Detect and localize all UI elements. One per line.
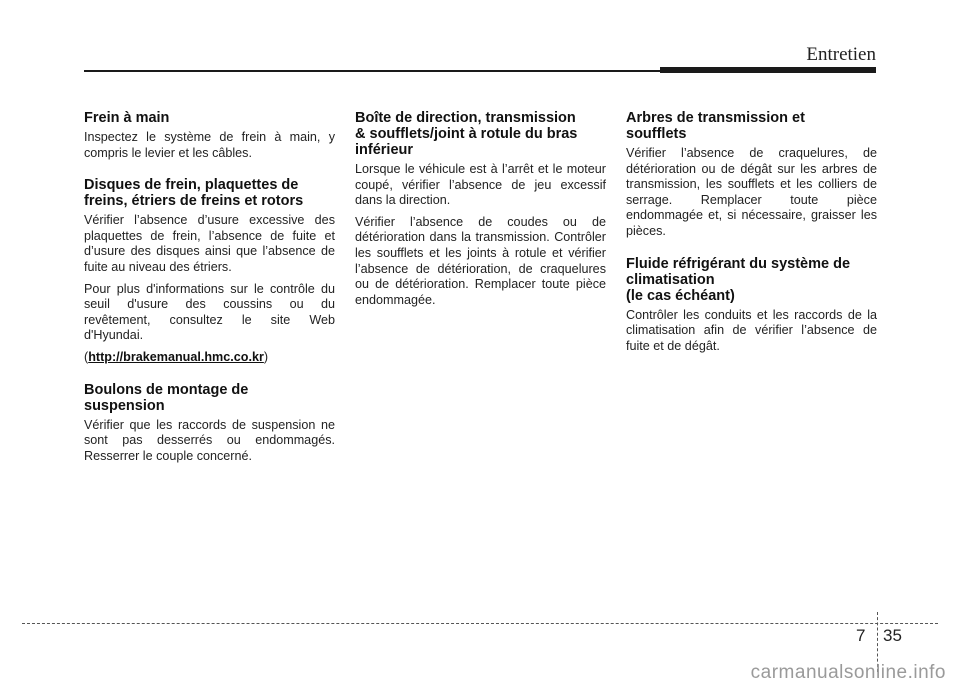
section-paragraph: Inspectez le système de frein à main, y compris le levier et les câbles.: [84, 130, 335, 160]
section-paragraph: Vérifier l’absence de craquelures, de détérioration ou de dégât sur les arbres de transmission, les soufflets et les colliers de serrage. Remplacer toute pièce endommagée et, si nécessaire, graisser les pièces.: [626, 146, 877, 238]
section-suspension-bolts: [84, 382, 335, 465]
section-heading: Boîte de direction, transmission & soufflets/joint à rotule du bras inférieur: [355, 110, 578, 158]
section-paragraph: Pour plus d'informations sur le contrôle du seuil d'usure des coussins ou du revêtement, consultez le site Web d'Hyundai.: [84, 281, 335, 343]
watermark: carmanualsonline.info: [750, 662, 946, 683]
footer-divider: [22, 623, 938, 624]
page-number: 35: [883, 626, 902, 645]
section-paragraph: Vérifier l’absence de coudes ou de détérioration dans la transmission. Contrôler les soufflets et les joints à rotule et vérifier l’absence de détérioration, de craquelures ou de détérioration. Remplacer toute pièce endommagée.: [355, 214, 606, 307]
section-heading: Frein à main: [84, 110, 170, 126]
section-drive-shafts: [626, 110, 877, 240]
link-close-paren: ): [263, 349, 269, 364]
section-paragraph: Vérifier l’absence d’usure excessive des plaquettes de frein, l’absence de fuite et d’usure des disques ainsi que l’absence de fuite au niveau des étriers.: [84, 213, 335, 274]
section-heading: Arbres de transmission et soufflets: [626, 110, 805, 142]
section-brake-discs: [84, 177, 335, 365]
link-paragraph: [84, 350, 335, 366]
page-header-title: Entretien: [806, 44, 876, 65]
section-parking-brake: [84, 110, 335, 161]
column-right: [626, 110, 877, 360]
section-paragraph: Vérifier que les raccords de suspension ne sont pas desserrés ou endommagés. Resserrer le couple concerné.: [84, 417, 335, 463]
header-rule: [84, 70, 664, 72]
section-heading: Fluide réfrigérant du système de climatisation (le cas échéant): [626, 255, 851, 304]
header-rule-accent: [660, 67, 876, 73]
link-open-paren: (: [84, 349, 89, 364]
column-left: [84, 110, 335, 470]
section-paragraph: Contrôler les conduits et les raccords de la climatisation afin de vérifier l’absence de fuite et de dégât.: [626, 307, 877, 353]
column-middle: [355, 110, 606, 314]
section-ac-refrigerant: [626, 256, 877, 355]
section-paragraph: Lorsque le véhicule est à l’arrêt et le moteur coupé, vérifier l’absence de jeu excessif dans la direction.: [355, 162, 606, 208]
chapter-number: 7: [856, 626, 866, 645]
brake-manual-link[interactable]: http://brakemanual.hmc.co.kr: [88, 349, 264, 364]
section-steering-box: [355, 110, 606, 308]
section-heading: Disques de frein, plaquettes de freins, étriers de freins et rotors: [84, 177, 304, 210]
section-heading: Boulons de montage de suspension: [84, 381, 249, 414]
